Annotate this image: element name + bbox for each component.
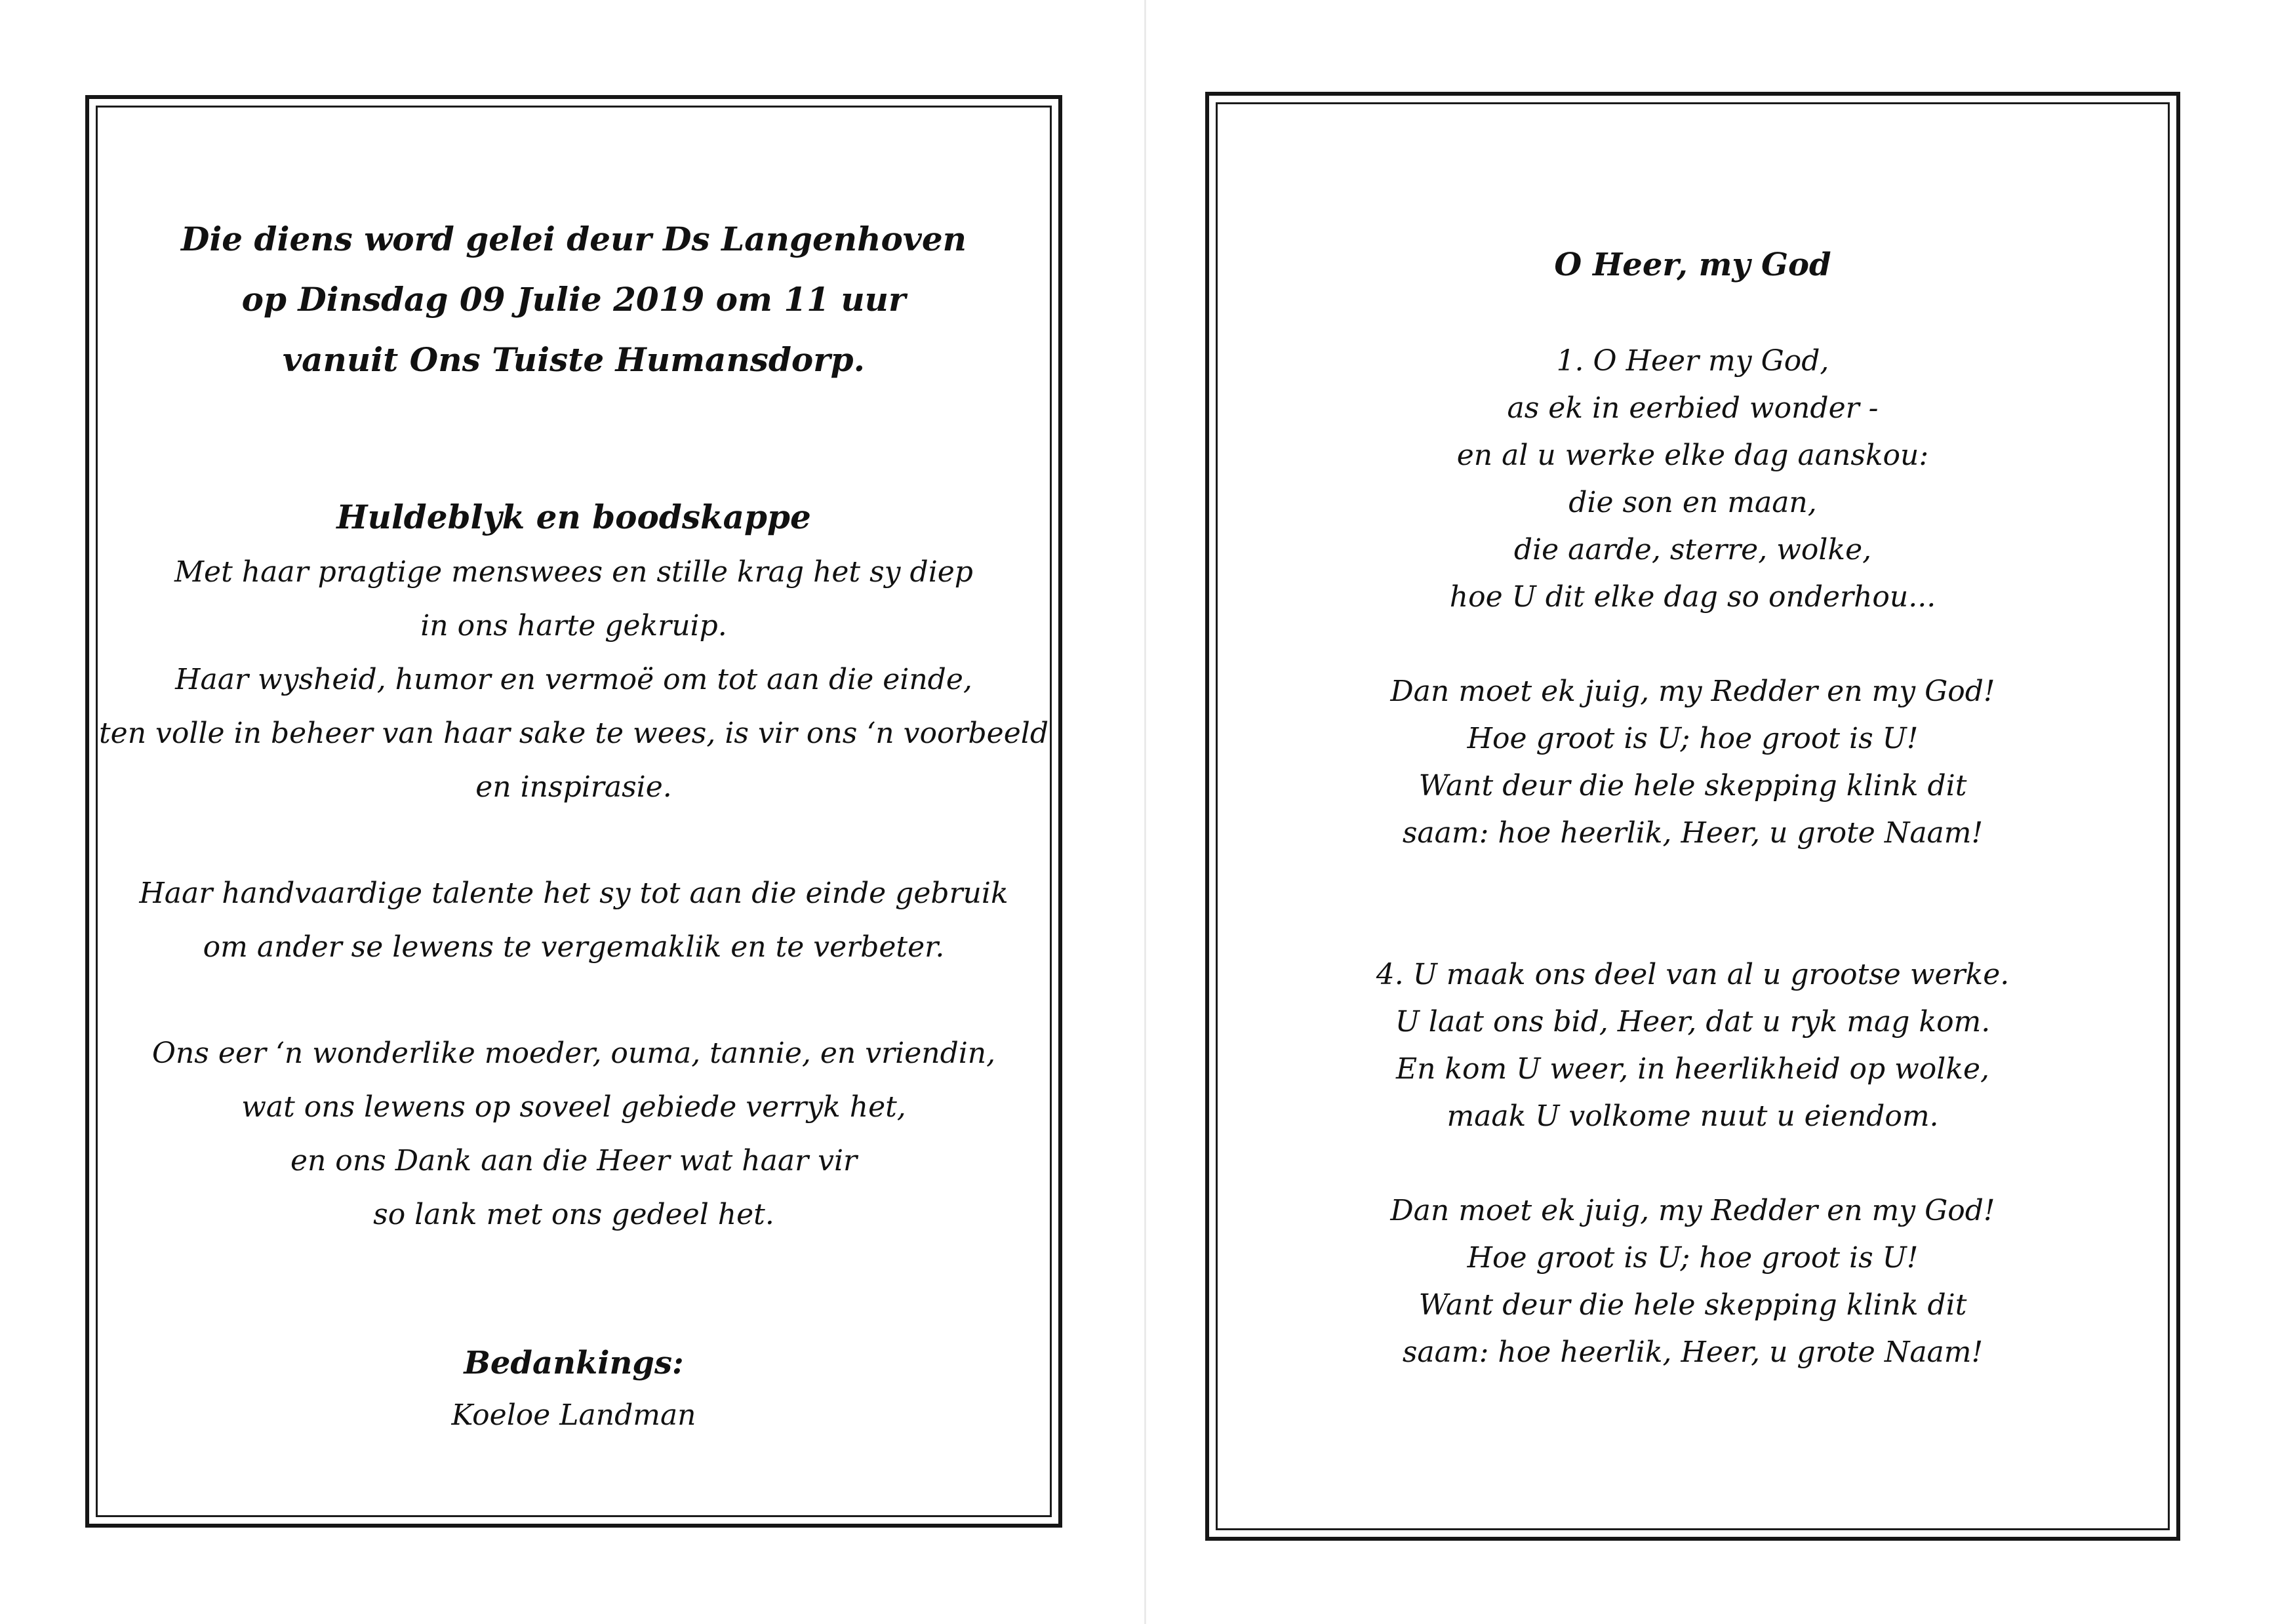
verse-line: die son en maan, [1568,486,1817,519]
chorus-line: Want deur die hele skepping klink dit [1418,1288,1967,1322]
page-fold-line [1144,0,1146,1624]
verse-line: 4. U maak ons deel van al u grootse werke. [1376,958,2010,991]
tribute-line: en ons Dank aan die Heer wat haar vir [290,1144,858,1178]
chorus-line: saam: hoe heerlik, Heer, u grote Naam! [1402,1336,1984,1369]
thanks-heading: Bedankings: [464,1345,684,1381]
verse-line: 1. O Heer my God, [1556,344,1829,378]
service-line: op Dinsdag 09 Julie 2019 om 11 uur [241,280,906,319]
service-line: Die diens word gelei deur Ds Langenhoven [180,220,967,258]
verse-line: U laat ons bid, Heer, dat u ryk mag kom. [1395,1005,1991,1039]
left-page-frame [85,95,1062,1528]
hymn-lyrics [1218,338,2168,1376]
paragraph-gap [98,974,1050,1027]
service-line: vanuit Ons Tuiste Humansdorp. [283,340,865,379]
chorus-line: Hoe groot is U; hoe groot is U! [1467,722,1919,755]
verse-line: maak U volkome nuut u eiendom. [1447,1099,1939,1133]
tribute-line: Haar handvaardige talente het sy tot aan die einde gebruik [139,877,1008,910]
tribute-line: ten volle in beheer van haar sake te wees, is vir ons ‘n voorbeeld [99,717,1048,750]
tribute-text [98,545,1050,1242]
tribute-line: Met haar pragtige menswees en stille krag het sy diep [174,555,973,589]
tribute-line: Ons eer ‘n wonderlike moeder, ouma, tannie, en vriendin, [151,1037,996,1070]
tribute-line: en inspirasie. [475,770,672,804]
verse-line: as ek in eerbied wonder - [1507,391,1879,425]
tribute-line: Haar wysheid, humor en vermoë om tot aan die einde, [175,663,972,696]
right-page-inner-frame [1216,102,2170,1530]
paragraph-gap [98,814,1050,867]
chorus-line: Dan moet ek juig, my Redder en my God! [1390,675,1995,708]
tribute-line: om ander se lewens te vergemaklik en te verbeter. [203,930,945,964]
thanks-name: Koeloe Landman [451,1398,696,1432]
tribute-line: wat ons lewens op soveel gebiede verryk het, [241,1090,906,1124]
chorus-line: saam: hoe heerlik, Heer, u grote Naam! [1402,816,1984,850]
stanza-gap [1218,1140,2168,1187]
verse-line: hoe U dit elke dag so onderhou... [1449,580,1936,614]
verse-line: en al u werke elke dag aanskou: [1456,439,1929,472]
stanza-gap [1218,857,2168,951]
chorus-line: Hoe groot is U; hoe groot is U! [1467,1241,1919,1275]
hymn-title: O Heer, my God [1554,247,1831,283]
service-details [98,209,1050,390]
right-page-frame [1205,92,2180,1541]
tribute-line: in ons harte gekruip. [420,609,727,643]
tribute-heading: Huldeblyk en boodskappe [336,498,811,536]
chorus-line: Dan moet ek juig, my Redder en my God! [1390,1194,1995,1227]
left-page-inner-frame [96,106,1052,1517]
verse-line: En kom U weer, in heerlikheid op wolke, [1395,1052,1990,1086]
stanza-gap [1218,621,2168,668]
verse-line: die aarde, sterre, wolke, [1513,533,1872,566]
chorus-line: Want deur die hele skepping klink dit [1418,769,1967,802]
tribute-line: so lank met ons gedeel het. [373,1198,774,1231]
